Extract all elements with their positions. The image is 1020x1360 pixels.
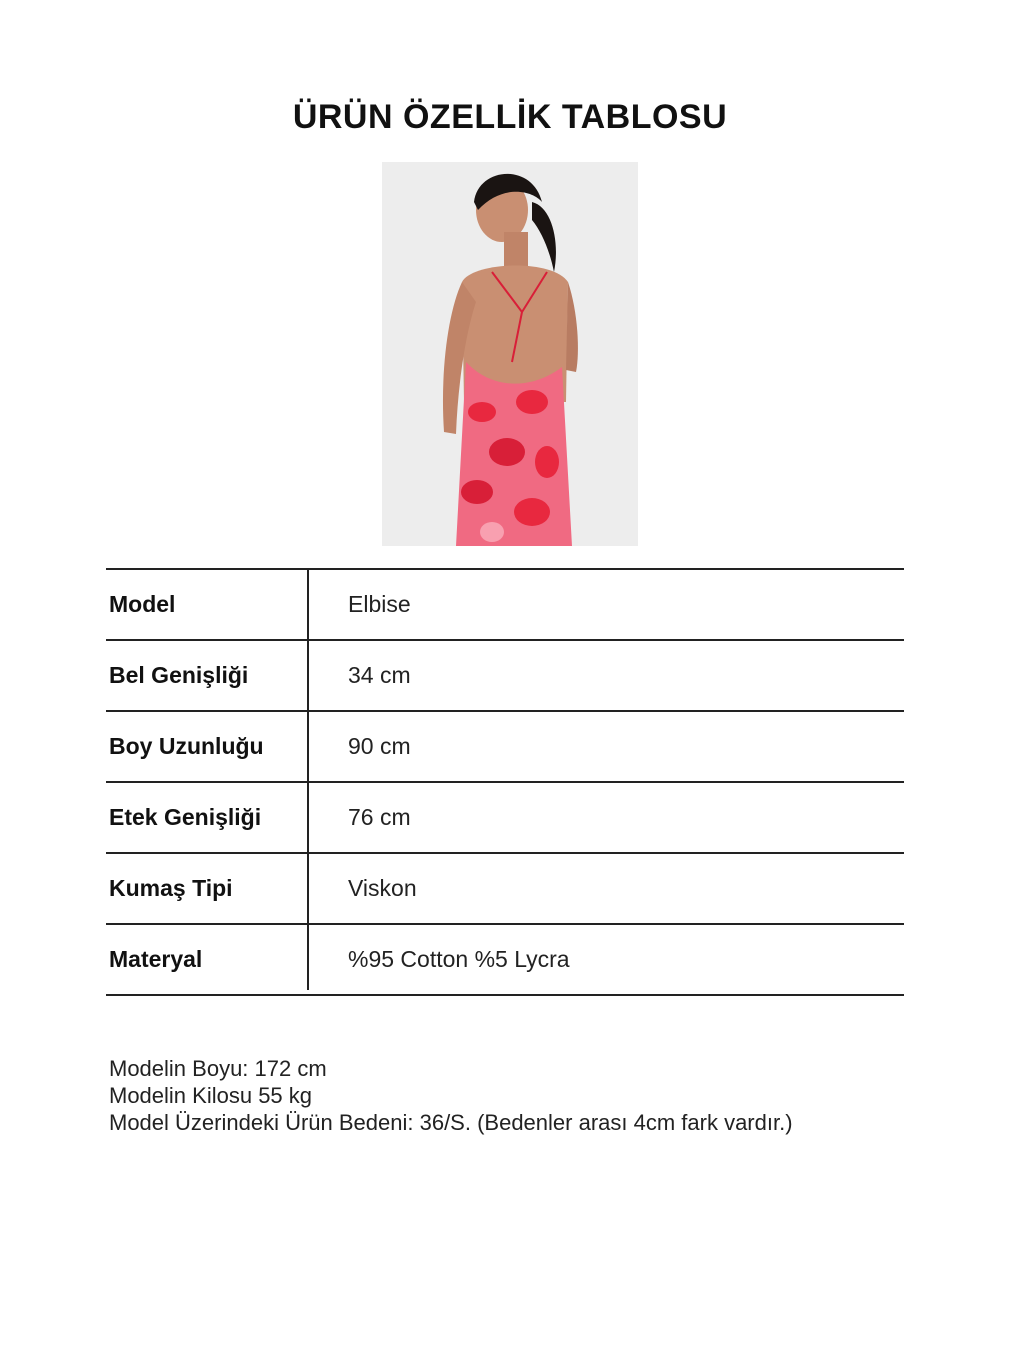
row-value: %95 Cotton %5 Lycra: [348, 946, 570, 972]
row-label: Bel Genişliği: [109, 662, 249, 688]
row-label: Materyal: [109, 946, 203, 972]
row-value: Viskon: [348, 875, 417, 901]
model-size-note: Model Üzerindeki Ürün Bedeni: 36/S. (Bedenler arası 4cm fark vardır.): [109, 1110, 793, 1135]
row-value: 90 cm: [348, 733, 411, 759]
table-row: [106, 783, 904, 854]
row-value: 76 cm: [348, 804, 411, 830]
model-photo: [382, 162, 638, 546]
model-illustration: [382, 162, 638, 546]
table-row: [106, 854, 904, 925]
row-value: Elbise: [348, 591, 411, 617]
model-notes: [109, 1055, 793, 1136]
row-label: Kumaş Tipi: [109, 875, 233, 901]
model-height-note: Modelin Boyu: 172 cm: [109, 1056, 327, 1081]
spec-table: [106, 568, 904, 996]
row-label: Etek Genişliği: [109, 804, 262, 830]
row-label: Model: [109, 591, 176, 617]
page-title: ÜRÜN ÖZELLİK TABLOSU: [292, 98, 728, 136]
table-row: [106, 570, 904, 641]
row-label: Boy Uzunluğu: [109, 733, 264, 759]
table-divider: [307, 568, 309, 990]
table-row: [106, 712, 904, 783]
model-weight-note: Modelin Kilosu 55 kg: [109, 1083, 313, 1108]
table-row: [106, 641, 904, 712]
row-value: 34 cm: [348, 662, 411, 688]
table-row: [106, 925, 904, 996]
